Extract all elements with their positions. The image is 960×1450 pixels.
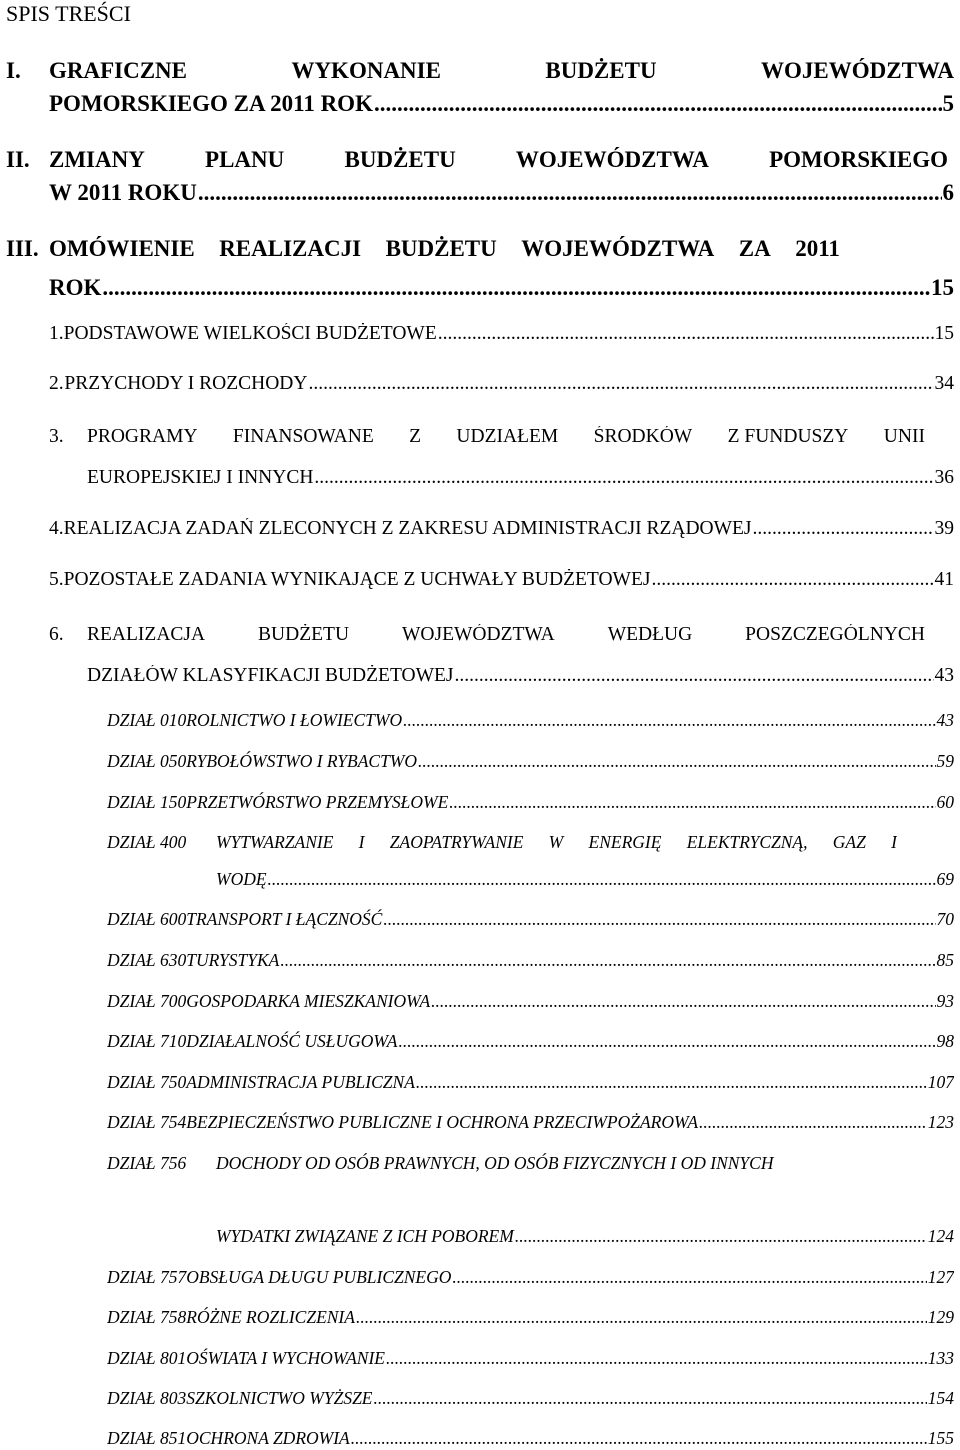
toc-section-number: 2. [49,373,64,394]
toc-dzial-text: GOSPODARKA MIESZKANIOWA [186,991,431,1011]
toc-main-3-page: 15 [931,275,954,300]
toc-word: W [548,832,564,852]
toc-section-text: PODSTAWOWE WIELKOŚCI BUDŻETOWE [63,323,437,344]
toc-word: Z FUNDUSZY [727,426,849,447]
toc-word: ZAOPATRYWANIE [389,832,524,852]
toc-dzial-text: WODĘ [216,869,267,889]
toc-word: FINANSOWANE [232,426,374,447]
toc-main-2-justified [49,147,948,173]
toc-section-text: REALIZACJA ZADAŃ ZLECONYCH Z ZAKRESU ADMINISTRACJI RZĄDOWEJ [63,518,752,539]
toc-word: WOJEWÓDZTWA [521,236,715,261]
toc-word: BUDŻETU [344,147,456,172]
toc-leader-dots [268,869,936,890]
toc-dzial-page: 93 [936,991,954,1011]
toc-dzial-150 [107,792,954,813]
toc-dzial-750 [107,1072,954,1093]
toc-dzial-code: DZIAŁ 150 [107,792,187,812]
toc-word: WOJEWÓDZTWA [761,58,954,83]
toc-leader-dots [351,1428,927,1449]
toc-word: ŚRODKÓW [593,426,693,447]
toc-leader-dots [452,1267,926,1288]
toc-dzial-text: SZKOLNICTWO WYŻSZE [186,1388,373,1408]
toc-title: SPIS TREŚCI [6,1,131,26]
toc-dzial-801 [107,1348,954,1369]
toc-leader-dots [374,91,942,117]
toc-leader-dots [356,1307,927,1328]
toc-dzial-code: DZIAŁ 758 [107,1307,187,1327]
toc-dzial-code: DZIAŁ 050 [107,751,187,771]
toc-leader-dots [280,950,935,971]
toc-dzial-code: DZIAŁ 400 [107,832,187,852]
toc-section-text: EUROPEJSKIEJ I INNYCH [87,467,314,488]
toc-leader-dots [398,1031,935,1052]
toc-dzial-text: RYBOŁÓWSTWO I RYBACTWO [186,751,418,771]
toc-main-2-page: 6 [942,180,954,205]
toc-dzial-851 [107,1428,954,1449]
toc-dzial-page: 129 [927,1307,954,1327]
toc-section-3-justified [87,426,925,448]
toc-main-2-text: W 2011 ROKU [49,180,197,205]
toc-dzial-code: DZIAŁ 754 [107,1112,187,1132]
toc-dzial-400-justified [216,832,897,853]
toc-word: OMÓWIENIE [49,236,195,261]
toc-word: BUDŻETU [258,624,350,645]
toc-main-2-number: II. [6,147,30,172]
toc-word: I [891,832,897,852]
toc-dzial-757 [107,1267,954,1288]
toc-dzial-page: 69 [936,869,954,889]
toc-leader-dots [418,751,935,772]
toc-leader-dots [651,569,933,591]
toc-word: Z [409,426,422,447]
toc-dzial-code: DZIAŁ 757 [107,1267,187,1287]
toc-leader-dots [374,1388,927,1409]
toc-dzial-code: DZIAŁ 630 [107,950,187,970]
toc-main-3-text: ROK [49,275,102,300]
toc-dzial-page: 127 [927,1267,954,1287]
toc-dzial-page: 59 [936,751,954,771]
toc-main-3-number: III. [6,236,39,261]
toc-section-page: 39 [934,518,954,539]
toc-dzial-text: TURYSTYKA [186,950,280,970]
toc-word: WOJEWÓDZTWA [402,624,555,645]
toc-word: ELEKTRYCZNĄ, [686,832,808,852]
toc-section-page: 41 [934,569,954,590]
toc-dzial-600 [107,909,954,930]
toc-dzial-710 [107,1031,954,1052]
toc-word: POMORSKIEGO [769,147,948,172]
toc-dzial-code: DZIAŁ 756 [107,1153,187,1173]
toc-word: ZA [738,236,771,261]
toc-dzial-text: PRZETWÓRSTWO PRZEMYSŁOWE [186,792,449,812]
toc-word: I [358,832,365,852]
toc-word: UNII [883,426,925,447]
toc-leader-dots [455,665,934,687]
toc-section-number: 4. [49,518,64,539]
toc-dzial-758 [107,1307,954,1328]
toc-leader-dots [699,1112,927,1133]
toc-main-1-number: I. [6,58,21,83]
toc-dzial-code: DZIAŁ 700 [107,991,187,1011]
toc-word: 2011 [795,236,840,261]
toc-leader-dots [438,323,934,345]
toc-section-page: 36 [934,467,954,488]
toc-dzial-text: BEZPIECZEŃSTWO PUBLICZNE I OCHRONA PRZECIWPOŻAROWA [186,1112,699,1132]
toc-dzial-text: ROLNICTWO I ŁOWIECTWO [186,710,403,730]
toc-section-4 [49,518,954,540]
toc-dzial-754 [107,1112,954,1133]
toc-dzial-code: DZIAŁ 010 [107,710,187,730]
toc-word: ZMIANY [49,147,145,172]
toc-section-page: 34 [934,373,954,394]
toc-dzial-page: 70 [936,909,954,929]
toc-word: WYTWARZANIE [216,832,334,852]
toc-main-1-text: POMORSKIEGO ZA 2011 ROK [49,91,373,116]
toc-section-6-justified [87,624,925,646]
toc-dzial-text: DZIAŁALNOŚĆ USŁUGOWA [186,1031,398,1051]
toc-section-5 [49,569,954,591]
toc-dzial-page: 98 [936,1031,954,1051]
toc-word: WEDŁUG [607,624,693,645]
toc-dzial-code: DZIAŁ 750 [107,1072,187,1092]
toc-dzial-code: DZIAŁ 801 [107,1348,187,1368]
toc-dzial-page: 154 [927,1388,954,1408]
toc-dzial-010 [107,710,954,731]
toc-main-3-justified [49,236,840,262]
toc-dzial-text: RÓŻNE ROZLICZENIA [186,1307,355,1327]
toc-dzial-text: TRANSPORT I ŁĄCZNOŚĆ [186,909,383,929]
toc-dzial-text: OCHRONA ZDROWIA [186,1428,350,1448]
toc-dzial-630 [107,950,954,971]
toc-word: WOJEWÓDZTWA [515,147,709,172]
toc-word: REALIZACJI [219,236,362,261]
toc-word: GAZ [832,832,866,852]
toc-section-text: PRZYCHODY I ROZCHODY [64,373,308,394]
toc-leader-dots [314,467,933,489]
toc-dzial-text: OŚWIATA I WYCHOWANIE [186,1348,385,1368]
toc-word: POSZCZEGÓLNYCH [745,624,925,645]
toc-section-2 [49,373,954,395]
toc-leader-dots [515,1226,927,1247]
toc-dzial-page: 133 [927,1348,954,1368]
toc-dzial-code: DZIAŁ 710 [107,1031,187,1051]
toc-dzial-page: 43 [936,710,954,730]
toc-dzial-page: 124 [927,1226,954,1246]
toc-dzial-text: OBSŁUGA DŁUGU PUBLICZNEGO [186,1267,452,1287]
toc-dzial-page: 107 [927,1072,954,1092]
toc-leader-dots [308,373,933,395]
toc-dzial-page: 155 [927,1428,954,1448]
toc-dzial-700 [107,991,954,1012]
toc-dzial-text: DOCHODY OD OSÓB PRAWNYCH, OD OSÓB FIZYCZNYCH I OD INNYCH [216,1153,774,1173]
toc-section-number: 5. [49,569,64,590]
toc-section-number: 1. [49,323,64,344]
toc-leader-dots [753,518,934,540]
toc-dzial-code: DZIAŁ 600 [107,909,187,929]
toc-word: PROGRAMY [87,426,198,447]
toc-section-page: 43 [934,665,954,686]
toc-dzial-page: 123 [927,1112,954,1132]
toc-dzial-text: ADMINISTRACJA PUBLICZNA [186,1072,415,1092]
toc-dzial-code: DZIAŁ 803 [107,1388,187,1408]
toc-word: PLANU [205,147,285,172]
toc-leader-dots [403,710,935,731]
toc-section-1 [49,323,954,345]
toc-word: GRAFICZNE [49,58,188,83]
toc-main-1-justified [49,58,954,84]
toc-dzial-050 [107,751,954,772]
toc-leader-dots [386,1348,927,1369]
toc-dzial-803 [107,1388,954,1409]
toc-section-text: POZOSTAŁE ZADANIA WYNIKAJĄCE Z UCHWAŁY BUDŻETOWEJ [63,569,651,590]
toc-word: BUDŻETU [545,58,657,83]
toc-word: REALIZACJA [87,624,206,645]
toc-section-text: DZIAŁÓW KLASYFIKACJI BUDŻETOWEJ [87,665,454,686]
toc-word: ENERGIĘ [588,832,662,852]
toc-dzial-code: DZIAŁ 851 [107,1428,187,1448]
toc-word: UDZIAŁEM [456,426,559,447]
toc-leader-dots [431,991,935,1012]
toc-leader-dots [198,180,942,206]
toc-leader-dots [416,1072,927,1093]
toc-dzial-page: 60 [936,792,954,812]
toc-leader-dots [449,792,935,813]
toc-dzial-page: 85 [936,950,954,970]
toc-section-page: 15 [934,323,954,344]
toc-leader-dots [383,909,935,930]
toc-section-number: 3. [49,426,64,447]
toc-word: BUDŻETU [385,236,497,261]
toc-section-number: 6. [49,624,64,645]
toc-leader-dots [102,275,930,301]
toc-word: WYKONANIE [291,58,441,83]
toc-main-1-page: 5 [942,91,954,116]
toc-dzial-text: WYDATKI ZWIĄZANE Z ICH POBOREM [216,1226,514,1246]
